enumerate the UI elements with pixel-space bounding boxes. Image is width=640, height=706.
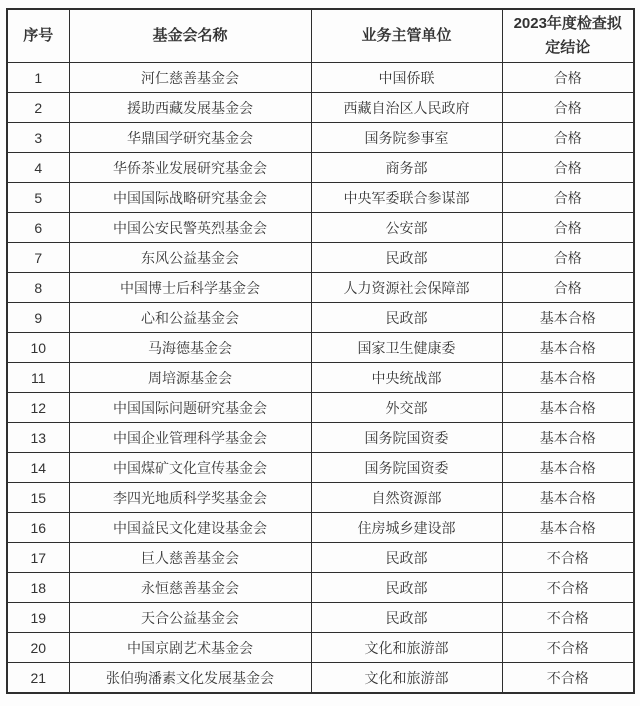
foundation-name: 马海德基金会 [69,333,311,363]
table-row [7,213,634,243]
foundation-name: 李四光地质科学奖基金会 [69,483,311,513]
foundation-name: 中国京剧艺术基金会 [69,633,311,663]
row-index: 14 [7,453,69,483]
header-conclusion: 2023年度检查拟定结论 [502,9,634,63]
foundation-name: 中国益民文化建设基金会 [69,513,311,543]
table-row [7,153,634,183]
supervising-unit: 人力资源社会保障部 [311,273,502,303]
conclusion: 不合格 [502,573,634,603]
foundation-name: 张伯驹潘素文化发展基金会 [69,663,311,694]
table-row [7,333,634,363]
row-index: 4 [7,153,69,183]
conclusion: 基本合格 [502,453,634,483]
table-row [7,663,634,694]
supervising-unit: 商务部 [311,153,502,183]
supervising-unit: 民政部 [311,243,502,273]
supervising-unit: 国务院国资委 [311,453,502,483]
conclusion: 基本合格 [502,393,634,423]
supervising-unit: 中国侨联 [311,63,502,93]
foundation-name: 中国博士后科学基金会 [69,273,311,303]
conclusion: 合格 [502,93,634,123]
table-row [7,483,634,513]
supervising-unit: 自然资源部 [311,483,502,513]
row-index: 15 [7,483,69,513]
table-row [7,303,634,333]
table-row [7,513,634,543]
conclusion: 不合格 [502,603,634,633]
conclusion: 不合格 [502,663,634,694]
row-index: 11 [7,363,69,393]
supervising-unit: 民政部 [311,303,502,333]
row-index: 20 [7,633,69,663]
header-row [7,9,634,63]
conclusion: 基本合格 [502,423,634,453]
row-index: 2 [7,93,69,123]
supervising-unit: 西藏自治区人民政府 [311,93,502,123]
row-index: 10 [7,333,69,363]
conclusion: 不合格 [502,633,634,663]
supervising-unit: 住房城乡建设部 [311,513,502,543]
table-row [7,123,634,153]
conclusion: 基本合格 [502,303,634,333]
foundation-name: 中国国际战略研究基金会 [69,183,311,213]
supervising-unit: 民政部 [311,573,502,603]
row-index: 7 [7,243,69,273]
table-row [7,93,634,123]
conclusion: 基本合格 [502,333,634,363]
row-index: 19 [7,603,69,633]
conclusion: 基本合格 [502,363,634,393]
foundation-name: 中国企业管理科学基金会 [69,423,311,453]
foundation-name: 华鼎国学研究基金会 [69,123,311,153]
row-index: 9 [7,303,69,333]
table-row [7,603,634,633]
row-index: 8 [7,273,69,303]
row-index: 21 [7,663,69,694]
row-index: 17 [7,543,69,573]
conclusion: 不合格 [502,543,634,573]
supervising-unit: 国务院国资委 [311,423,502,453]
foundation-name: 巨人慈善基金会 [69,543,311,573]
supervising-unit: 文化和旅游部 [311,663,502,694]
supervising-unit: 民政部 [311,603,502,633]
conclusion: 合格 [502,153,634,183]
conclusion: 合格 [502,183,634,213]
foundation-name: 河仁慈善基金会 [69,63,311,93]
supervising-unit: 外交部 [311,393,502,423]
header-index: 序号 [7,9,69,63]
table-row [7,453,634,483]
supervising-unit: 国务院参事室 [311,123,502,153]
conclusion: 基本合格 [502,513,634,543]
conclusion: 基本合格 [502,483,634,513]
table-row [7,273,634,303]
row-index: 18 [7,573,69,603]
table-row [7,363,634,393]
foundation-inspection-table [6,8,635,694]
conclusion: 合格 [502,123,634,153]
table-row [7,423,634,453]
conclusion: 合格 [502,213,634,243]
foundation-name: 中国国际问题研究基金会 [69,393,311,423]
foundation-name: 中国煤矿文化宣传基金会 [69,453,311,483]
supervising-unit: 中央统战部 [311,363,502,393]
table-row [7,243,634,273]
table-row [7,63,634,93]
row-index: 5 [7,183,69,213]
supervising-unit: 文化和旅游部 [311,633,502,663]
foundation-name: 心和公益基金会 [69,303,311,333]
row-index: 3 [7,123,69,153]
table-row [7,543,634,573]
foundation-name: 永恒慈善基金会 [69,573,311,603]
row-index: 6 [7,213,69,243]
supervising-unit: 公安部 [311,213,502,243]
table-row [7,633,634,663]
foundation-name: 东风公益基金会 [69,243,311,273]
conclusion: 合格 [502,63,634,93]
header-supervising-unit: 业务主管单位 [311,9,502,63]
table-row [7,393,634,423]
supervising-unit: 中央军委联合参谋部 [311,183,502,213]
foundation-name: 中国公安民警英烈基金会 [69,213,311,243]
conclusion: 合格 [502,243,634,273]
foundation-name: 周培源基金会 [69,363,311,393]
conclusion: 合格 [502,273,634,303]
row-index: 16 [7,513,69,543]
foundation-name: 天合公益基金会 [69,603,311,633]
foundation-name: 华侨茶业发展研究基金会 [69,153,311,183]
table-row [7,573,634,603]
foundation-name: 援助西藏发展基金会 [69,93,311,123]
table-row [7,183,634,213]
supervising-unit: 民政部 [311,543,502,573]
header-foundation-name: 基金会名称 [69,9,311,63]
row-index: 1 [7,63,69,93]
supervising-unit: 国家卫生健康委 [311,333,502,363]
row-index: 12 [7,393,69,423]
row-index: 13 [7,423,69,453]
